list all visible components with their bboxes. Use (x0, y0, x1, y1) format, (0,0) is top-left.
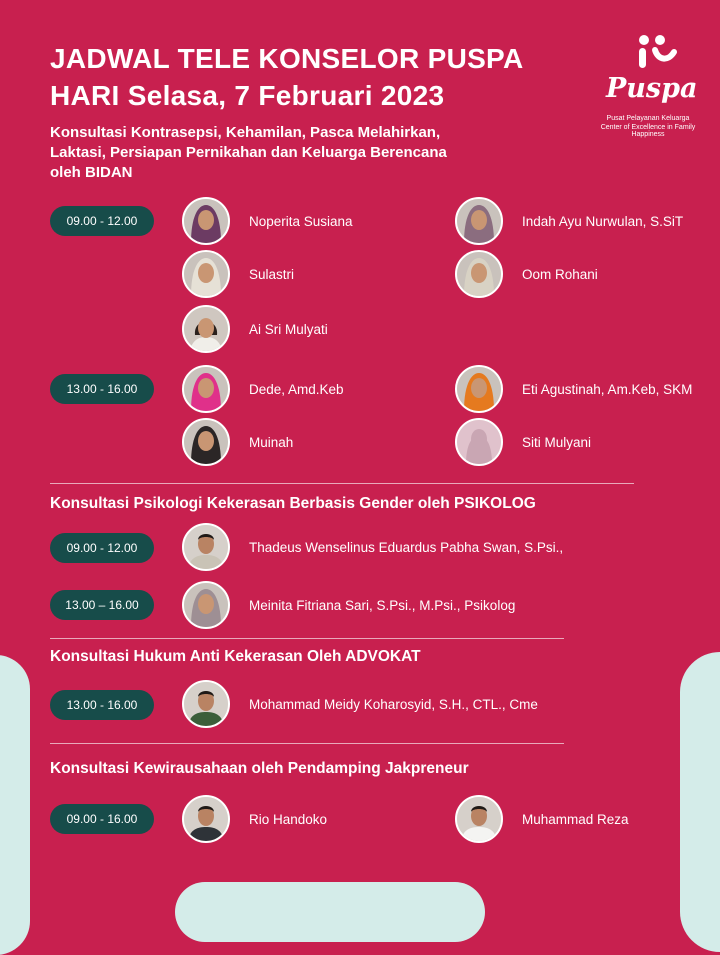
decorative-shape-right (680, 652, 720, 952)
title-line-1: JADWAL TELE KONSELOR PUSPA (50, 43, 524, 74)
section-heading-bidan (50, 123, 570, 183)
counselor-item (182, 250, 294, 298)
time-slot-pill: 09.00 - 16.00 (50, 804, 154, 834)
avatar-placeholder (455, 418, 503, 466)
counselor-name: Thadeus Wenselinus Eduardus Pabha Swan, S.Psi., (249, 539, 564, 555)
counselor-name: Ai Sri Mulyati (249, 321, 328, 337)
time-slot-pill: 13.00 - 16.00 (50, 374, 154, 404)
avatar (182, 795, 230, 843)
logo-tagline-2: Center of Excellence in Family Happiness (600, 124, 696, 138)
time-slot-pill: 13.00 - 16.00 (50, 690, 154, 720)
counselor-item (455, 197, 683, 245)
counselor-item (182, 680, 538, 728)
counselor-item (182, 795, 327, 843)
divider (50, 483, 634, 484)
logo-wordmark: Puspa (606, 73, 698, 104)
time-slot-pill: 09.00 - 12.00 (50, 206, 154, 236)
avatar (455, 250, 503, 298)
section-heading-psikolog: Konsultasi Psikologi Kekerasan Berbasis Gender oleh PSIKOLOG (50, 495, 536, 512)
avatar (182, 305, 230, 353)
counselor-name: Muinah (249, 434, 294, 450)
counselor-name: Sulastri (249, 266, 295, 282)
bidan-heading-line-3: oleh BIDAN (50, 164, 133, 181)
counselor-name: Eti Agustinah, Am.Keb, SKM (522, 381, 693, 397)
avatar (455, 795, 503, 843)
counselor-item (455, 795, 629, 843)
counselor-name: Oom Rohani (522, 266, 598, 282)
avatar (182, 365, 230, 413)
counselor-name: Meinita Fitriana Sari, S.Psi., M.Psi., Psikolog (249, 597, 516, 613)
counselor-name: Indah Ayu Nurwulan, S.SiT (522, 213, 684, 229)
counselor-name: Dede, Amd.Keb (249, 381, 344, 397)
counselor-item (455, 250, 598, 298)
counselor-name: Rio Handoko (249, 811, 328, 827)
counselor-item (455, 418, 591, 466)
decorative-shape-bottom (175, 882, 485, 942)
bidan-heading-line-2: Laktasi, Persiapan Pernikahan dan Keluarga Berencana (50, 144, 447, 161)
section-heading-jakpreneur: Konsultasi Kewirausahaan oleh Pendamping Jakpreneur (50, 760, 469, 777)
avatar (182, 197, 230, 245)
counselor-item (182, 523, 563, 571)
bidan-heading-line-1: Konsultasi Kontrasepsi, Kehamilan, Pasca Melahirkan, (50, 124, 441, 141)
counselor-name: Siti Mulyani (522, 434, 592, 450)
avatar (182, 250, 230, 298)
divider (50, 638, 564, 639)
avatar (182, 523, 230, 571)
counselor-name: Mohammad Meidy Koharosyid, S.H., CTL., Cme (249, 696, 538, 712)
divider (50, 743, 564, 744)
time-slot-pill: 09.00 - 12.00 (50, 533, 154, 563)
title-line-2: HARI Selasa, 7 Februari 2023 (50, 80, 445, 111)
counselor-item (182, 305, 328, 353)
counselor-item (182, 365, 344, 413)
avatar (182, 581, 230, 629)
counselor-item (182, 418, 293, 466)
avatar (455, 365, 503, 413)
time-slot-pill: 13.00 – 16.00 (50, 590, 154, 620)
avatar (182, 418, 230, 466)
section-heading-advokat: Konsultasi Hukum Anti Kekerasan Oleh ADVOKAT (50, 648, 421, 665)
counselor-name: Muhammad Reza (522, 811, 629, 827)
page-title (50, 40, 523, 114)
avatar (182, 680, 230, 728)
counselor-item (455, 365, 692, 413)
logo-tagline-1: Pusat Pelayanan Keluarga (606, 115, 690, 122)
decorative-shape-left (0, 655, 30, 955)
counselor-item (182, 581, 515, 629)
counselor-name: Noperita Susiana (249, 213, 353, 229)
avatar (455, 197, 503, 245)
counselor-item (182, 197, 353, 245)
